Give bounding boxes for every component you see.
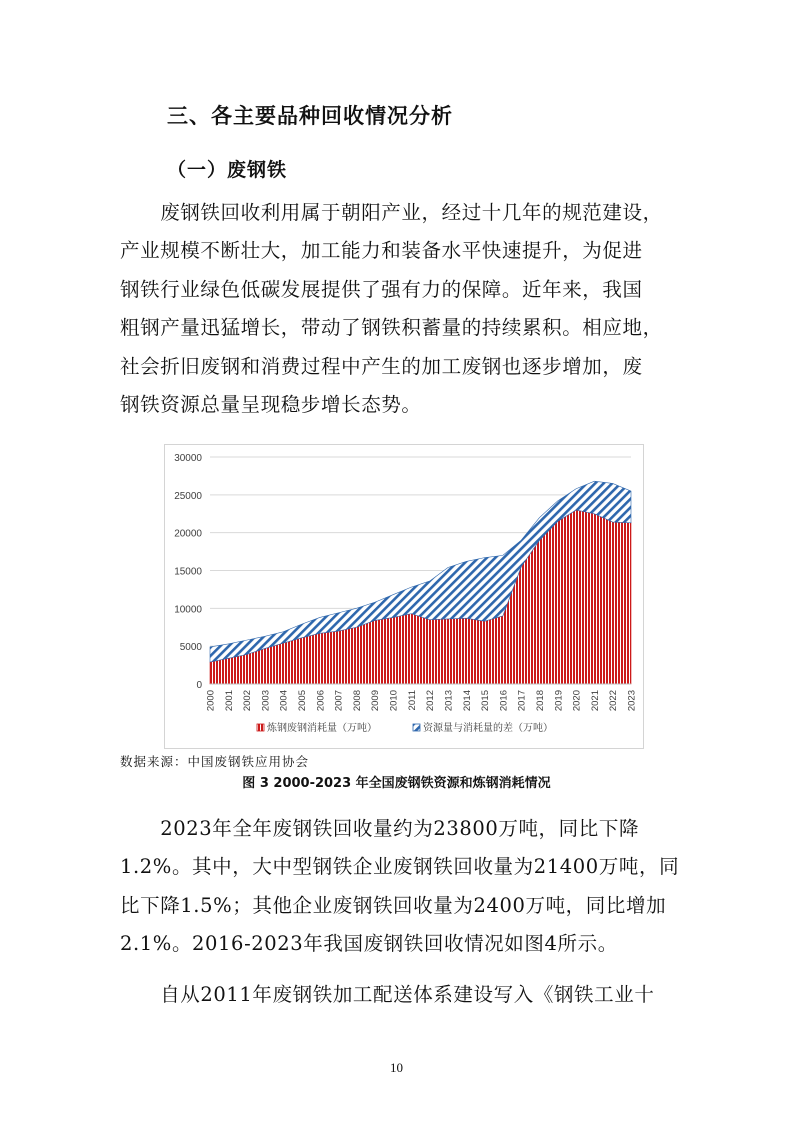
- page-number: 10: [390, 1060, 403, 1075]
- x-tick-label: 2023: [626, 690, 638, 712]
- paragraph-line: 产业规模不断壮大，加工能力和装备水平快速提升，为促进: [120, 239, 643, 263]
- section-title: 三、各主要品种回收情况分析: [167, 104, 453, 128]
- paragraph-2023-recovery: [120, 810, 680, 964]
- paragraph-line: 1.2%。其中，大中型钢铁企业废钢铁回收量为21400万吨，同: [120, 855, 680, 879]
- subsection-title: （一）废钢铁: [167, 159, 288, 181]
- paragraph-line: 社会折旧废钢和消费过程中产生的加工废钢也逐步增加，废: [120, 354, 643, 378]
- legend-label: 资源量与消耗量的差（万吨）: [423, 723, 553, 734]
- x-tick-label: 2020: [571, 690, 583, 712]
- x-tick-label: 2021: [589, 690, 601, 712]
- chart-legend: [257, 721, 553, 734]
- x-tick-label: 2001: [223, 690, 235, 712]
- paragraph-line: 2023年全年废钢铁回收量约为23800万吨，同比下降: [120, 817, 640, 840]
- paragraph-line: 比下降1.5%；其他企业废钢铁回收量为2400万吨，同比增加: [120, 893, 667, 917]
- x-tick-label: 2016: [498, 690, 510, 712]
- x-tick-label: 2004: [278, 690, 290, 712]
- x-tick-label: 2019: [553, 690, 565, 712]
- paragraph-line: 钢铁资源总量呈现稳步增长态势。: [120, 393, 422, 417]
- x-tick-label: 2006: [315, 690, 327, 712]
- legend-swatch: [257, 724, 264, 731]
- x-tick-label: 2002: [242, 690, 254, 712]
- y-tick-label: 30000: [174, 453, 202, 464]
- chart-areas: [210, 481, 631, 684]
- y-tick-label: 0: [196, 680, 202, 691]
- paragraph-line: 2.1%。2016-2023年我国废钢铁回收情况如图4所示。: [120, 932, 618, 956]
- paragraph-intro: [120, 194, 680, 424]
- x-tick-label: 2012: [425, 690, 437, 712]
- x-tick-label: 2007: [333, 690, 345, 712]
- y-tick-label: 25000: [174, 490, 202, 502]
- y-tick-label: 5000: [179, 642, 202, 654]
- legend-label: 炼钢废钢消耗量（万吨）: [267, 723, 377, 734]
- y-tick-label: 10000: [174, 604, 202, 616]
- x-tick-label: 2010: [388, 690, 400, 712]
- legend-swatch: [413, 724, 420, 731]
- x-tick-label: 2018: [534, 690, 546, 712]
- paragraph-processing-system: [120, 976, 680, 1014]
- x-tick-label: 2008: [351, 690, 363, 712]
- x-tick-label: 2000: [205, 690, 217, 712]
- paragraph-line: 自从2011年废钢铁加工配送体系建设写入《钢铁工业十: [120, 983, 655, 1006]
- paragraph-line: 粗钢产量迅猛增长，带动了钢铁积蓄量的持续累积。相应地，: [120, 316, 663, 340]
- x-tick-label: 2015: [480, 690, 492, 712]
- paragraph-line: 钢铁行业绿色低碳发展提供了强有力的保障。近年来，我国: [120, 277, 643, 301]
- y-tick-label: 15000: [174, 566, 202, 578]
- x-tick-label: 2022: [608, 690, 620, 712]
- x-tick-label: 2003: [260, 690, 272, 712]
- x-tick-label: 2005: [297, 690, 309, 712]
- chart-container: [164, 444, 644, 749]
- x-tick-label: 2014: [461, 690, 473, 712]
- x-tick-label: 2011: [406, 690, 418, 711]
- paragraph-line: 废钢铁回收利用属于朝阳产业，经过十几年的规范建设，: [120, 201, 663, 224]
- figure-caption: 图 3 2000-2023 年全国废钢铁资源和炼钢消耗情况: [242, 776, 551, 791]
- x-tick-label: 2017: [516, 690, 528, 712]
- y-tick-label: 20000: [174, 528, 202, 540]
- data-source-note: 数据来源：中国废钢铁应用协会: [120, 754, 310, 769]
- x-tick-label: 2009: [370, 690, 382, 712]
- scrap-steel-area-chart: [165, 445, 643, 748]
- x-tick-label: 2013: [443, 690, 455, 712]
